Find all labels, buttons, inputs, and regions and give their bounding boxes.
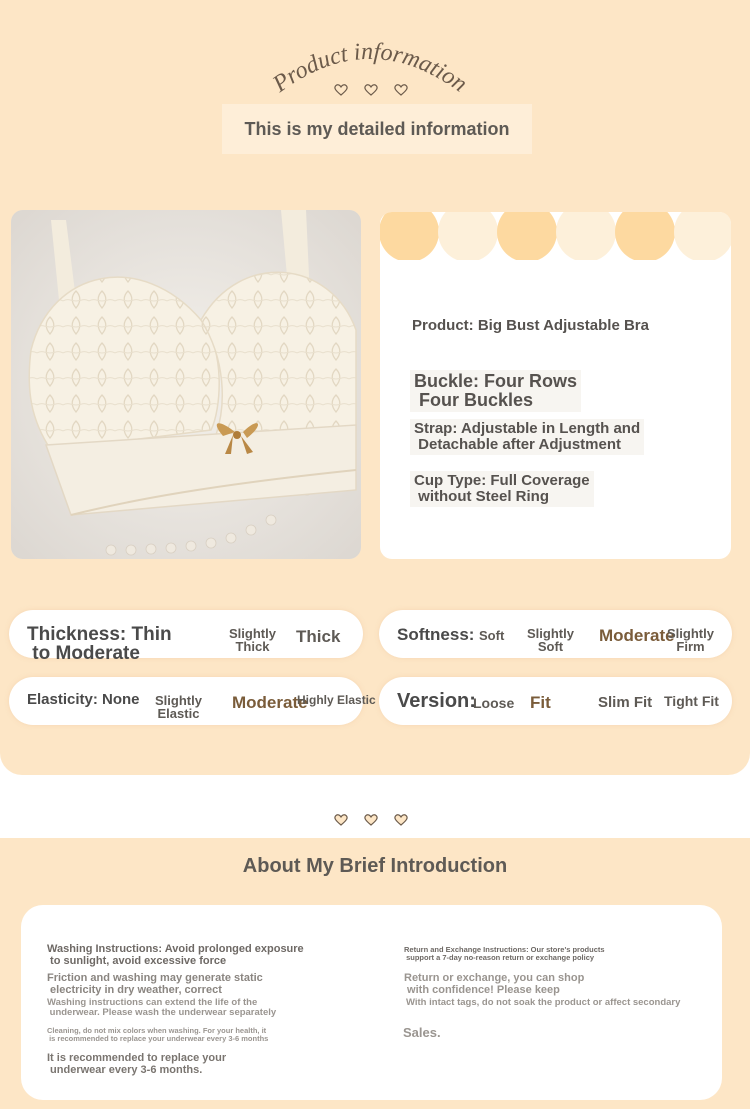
about-right-text: Return or exchange, you can shop with confidence! Please keep [404,972,585,996]
version-label: Version: [397,690,476,712]
thickness-option: Thick [296,627,341,646]
elasticity-label: Elasticity: None [27,691,140,708]
divider-hearts [334,813,408,826]
scallop-border [380,212,731,260]
about-left-text: Washing Instructions: Avoid prolonged exposure to sunlight, avoid excessive force [47,943,304,967]
about-right-text: Sales. [403,1025,441,1040]
softness-option: Slightly Firm [667,626,714,654]
info-cup-type: Cup Type: Full Coverage without Steel Ring [410,471,594,507]
thickness-option: Slightly Thick [229,626,276,654]
heart-icon [364,83,378,96]
elasticity-option: Highly Elastic [297,693,376,707]
softness-option: Soft [479,628,505,643]
softness-option-selected: Moderate [599,626,675,645]
version-row [379,677,732,725]
version-option: Loose [473,695,515,711]
about-left-text: It is recommended to replace your underwear every 3-6 months. [47,1052,227,1076]
version-option-selected: Fit [530,693,551,712]
svg-text:Product information: Product information [268,38,472,98]
softness-row [379,610,732,658]
version-option: Slim Fit [598,694,653,711]
softness-label: Softness: [397,625,475,644]
elasticity-option-selected: Moderate [232,693,308,712]
heart-icon [334,813,348,826]
elasticity-row [9,677,376,725]
heart-icon [394,813,408,826]
heart-icon [364,813,378,826]
subtitle: This is my detailed information [222,104,532,154]
heart-icon [394,83,408,96]
about-card [21,905,722,1100]
thickness-label: Thickness: Thin to Moderate [27,624,172,664]
bra-illustration [11,210,361,559]
product-info-card [380,212,731,559]
about-left-text: Friction and washing may generate static electricity in dry weather, correct [47,972,263,996]
product-photo [11,210,361,559]
info-buckle: Buckle: Four Rows Four Buckles [410,370,581,412]
info-product: Product: Big Bust Adjustable Bra [412,317,649,334]
info-strap: Strap: Adjustable in Length and Detachable after Adjustment [410,419,644,455]
thickness-row [9,610,363,664]
about-left-text: Cleaning, do not mix colors when washing. For your health, it is recommended to replace your underwear every 3-6 months [47,1026,269,1043]
about-right-text: Return and Exchange Instructions: Our store's products support a 7-day no-reason return or exchange policy [404,945,605,962]
elasticity-option: Slightly Elastic [155,693,202,721]
about-right-text: With intact tags, do not soak the product or affect secondary [406,997,681,1008]
product-information-title [255,28,485,108]
version-option: Tight Fit [664,693,719,709]
about-title: About My Brief Introduction [242,855,508,877]
softness-option: Slightly Soft [527,626,574,654]
about-left-text: Washing instructions can extend the life of the underwear. Please wash the underwear separately [47,997,277,1018]
title-hearts [334,83,408,96]
heart-icon [334,83,348,96]
